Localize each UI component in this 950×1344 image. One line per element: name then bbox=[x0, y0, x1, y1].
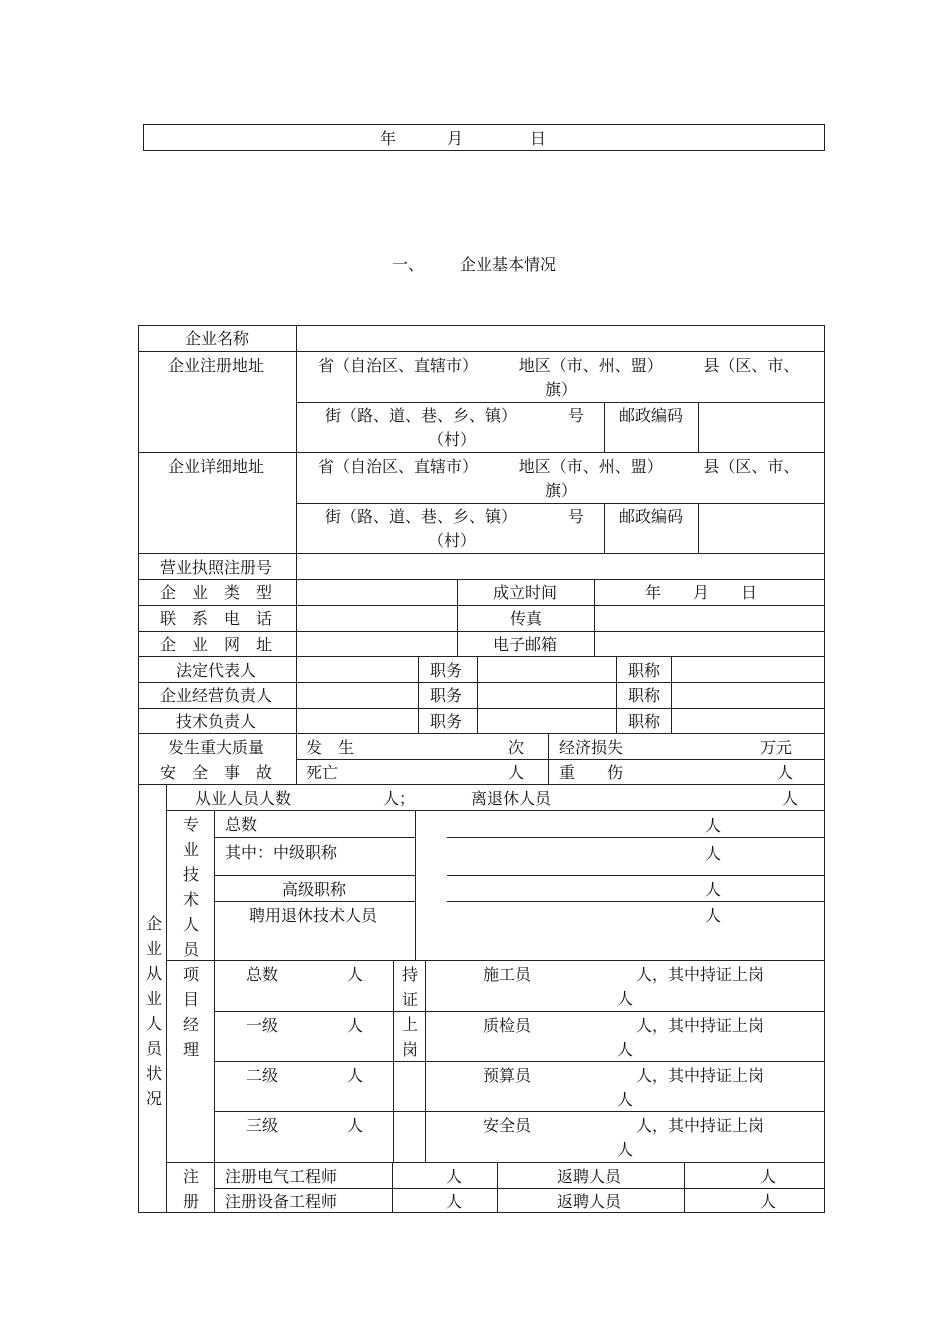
tech-lead-post: 职务 bbox=[430, 712, 463, 731]
cert-quality: 质检员 bbox=[483, 1016, 532, 1035]
pm-row-total: 总数 bbox=[246, 965, 279, 984]
pm-row-level3-ren: 人 bbox=[347, 1116, 364, 1135]
date-month: 月 bbox=[447, 129, 464, 148]
staff-side-label-7: 况 bbox=[146, 1089, 163, 1108]
pm-row-total-ren: 人 bbox=[347, 965, 364, 984]
phone-label: 联 系 电 话 bbox=[160, 609, 273, 628]
founded-label: 成立时间 bbox=[493, 583, 558, 602]
tech-total-label: 总数 bbox=[225, 815, 258, 834]
pm-row-level1: 一级 bbox=[246, 1016, 279, 1035]
legal-rep-title: 职称 bbox=[628, 661, 661, 680]
cert-label-0: 持 bbox=[402, 965, 419, 984]
company-type-label: 企 业 类 型 bbox=[160, 583, 273, 602]
reg-address-line2: 街（路、道、巷、乡、镇） 号 bbox=[325, 406, 584, 425]
pm-label-3: 理 bbox=[183, 1040, 200, 1059]
tech-total-ren: 人 bbox=[705, 816, 722, 835]
tech-label-4: 人 bbox=[183, 915, 200, 934]
accident-death: 死亡 bbox=[306, 763, 339, 782]
pm-label-0: 项 bbox=[183, 965, 200, 984]
accident-wan: 万元 bbox=[760, 738, 793, 757]
pm-row-level1-ren: 人 bbox=[347, 1016, 364, 1035]
reg-address-line1: 省（自治区、直辖市） 地区（市、州、盟） 县（区、市、 bbox=[318, 356, 800, 375]
reg-equipment-rehired-ren: 人 bbox=[760, 1192, 777, 1211]
accident-injury: 重 伤 bbox=[559, 763, 624, 782]
reg-equipment: 注册设备工程师 bbox=[225, 1192, 338, 1211]
detail-address-line1b: 旗） bbox=[545, 481, 578, 500]
accident-label-1: 发生重大质量 bbox=[168, 738, 265, 757]
staff-side-label-0: 企 bbox=[146, 914, 163, 933]
reg-address-line2b: （村） bbox=[428, 430, 477, 449]
manager-title: 职称 bbox=[628, 686, 661, 705]
tech-label-2: 技 bbox=[183, 865, 200, 884]
accident-death-ren: 人 bbox=[508, 763, 525, 782]
date-box bbox=[143, 124, 825, 151]
fax-label: 传真 bbox=[510, 609, 543, 628]
tech-senior-ren: 人 bbox=[705, 880, 722, 899]
tech-rehired-label: 聘用退休技术人员 bbox=[249, 906, 378, 925]
staff-side-label-4: 人 bbox=[146, 1014, 163, 1033]
cert-safety-suffix: 人，其中持证上岗 bbox=[636, 1116, 765, 1135]
reg-equipment-ren: 人 bbox=[446, 1192, 463, 1211]
tech-rehired-ren: 人 bbox=[705, 906, 722, 925]
staff-side-label-2: 从 bbox=[146, 964, 163, 983]
tech-lead-title: 职称 bbox=[628, 712, 661, 731]
pm-label-2: 经 bbox=[183, 1015, 200, 1034]
pm-row-level2: 二级 bbox=[246, 1066, 279, 1085]
manager-label: 企业经营负责人 bbox=[160, 686, 273, 705]
tech-label-1: 业 bbox=[183, 840, 200, 859]
retired-label: 离退休人员 bbox=[471, 789, 552, 808]
detail-address-line2b: （村） bbox=[428, 531, 477, 550]
tech-label-5: 员 bbox=[183, 940, 200, 959]
reg-address-line1b: 旗） bbox=[545, 380, 578, 399]
tech-senior-label: 高级职称 bbox=[282, 880, 347, 899]
tech-mid-ren: 人 bbox=[705, 844, 722, 863]
date-year: 年 bbox=[380, 129, 397, 148]
employees-label: 从业人员人数 bbox=[195, 789, 292, 808]
reg-label-0: 注 bbox=[183, 1167, 200, 1186]
license-label: 营业执照注册号 bbox=[160, 558, 273, 577]
website-label: 企 业 网 址 bbox=[160, 635, 273, 654]
cert-construction: 施工员 bbox=[483, 965, 532, 984]
detail-address-line1: 省（自治区、直辖市） 地区（市、州、盟） 县（区、市、 bbox=[318, 457, 800, 476]
cert-label-2: 上 bbox=[402, 1015, 419, 1034]
accident-label-2: 安 全 事 故 bbox=[160, 763, 273, 782]
section-title: 企业基本情况 bbox=[460, 255, 557, 274]
accident-injury-ren: 人 bbox=[777, 763, 794, 782]
staff-side-label-3: 业 bbox=[146, 989, 163, 1008]
reg-address-label: 企业注册地址 bbox=[168, 356, 265, 375]
founded-value: 年 月 日 bbox=[645, 583, 758, 602]
detail-address-label: 企业详细地址 bbox=[168, 457, 265, 476]
reg-electrical-ren: 人 bbox=[446, 1167, 463, 1186]
reg-postcode-label: 邮政编码 bbox=[619, 406, 684, 425]
retired-ren: 人 bbox=[782, 789, 799, 808]
cert-safety: 安全员 bbox=[483, 1116, 532, 1135]
section-number: 一、 bbox=[392, 255, 425, 274]
date-day: 日 bbox=[530, 129, 547, 148]
detail-address-line2: 街（路、道、巷、乡、镇） 号 bbox=[325, 507, 584, 526]
reg-electrical: 注册电气工程师 bbox=[225, 1167, 338, 1186]
cert-budget-ren: 人 bbox=[617, 1090, 634, 1109]
cert-label-1: 证 bbox=[402, 990, 419, 1009]
staff-side-label-5: 员 bbox=[146, 1039, 163, 1058]
cert-label-3: 岗 bbox=[402, 1040, 419, 1059]
staff-side-label-1: 业 bbox=[146, 939, 163, 958]
reg-label-1: 册 bbox=[183, 1192, 200, 1211]
pm-row-level3: 三级 bbox=[246, 1116, 279, 1135]
reg-equipment-rehired: 返聘人员 bbox=[557, 1192, 622, 1211]
tech-lead-label: 技术负责人 bbox=[176, 712, 257, 731]
reg-electrical-rehired: 返聘人员 bbox=[557, 1167, 622, 1186]
manager-post: 职务 bbox=[430, 686, 463, 705]
staff-side-label-6: 状 bbox=[146, 1064, 163, 1083]
cert-budget-suffix: 人，其中持证上岗 bbox=[636, 1066, 765, 1085]
legal-rep-post: 职务 bbox=[430, 661, 463, 680]
employees-ren: 人； bbox=[383, 789, 416, 808]
cert-construction-ren: 人 bbox=[617, 989, 634, 1008]
email-label: 电子邮箱 bbox=[493, 635, 558, 654]
legal-rep-label: 法定代表人 bbox=[176, 661, 257, 680]
accident-times: 次 bbox=[508, 738, 525, 757]
detail-postcode-label: 邮政编码 bbox=[619, 507, 684, 526]
tech-mid-label: 其中：中级职称 bbox=[225, 843, 338, 862]
pm-label-1: 目 bbox=[183, 990, 200, 1009]
cert-quality-ren: 人 bbox=[617, 1040, 634, 1059]
accident-occur: 发 生 bbox=[306, 738, 355, 757]
cert-safety-ren: 人 bbox=[617, 1140, 634, 1159]
pm-row-level2-ren: 人 bbox=[347, 1066, 364, 1085]
tech-label-3: 术 bbox=[183, 890, 200, 909]
tech-label-0: 专 bbox=[183, 815, 200, 834]
cert-quality-suffix: 人，其中持证上岗 bbox=[636, 1016, 765, 1035]
accident-loss: 经济损失 bbox=[559, 738, 624, 757]
company-name-label: 企业名称 bbox=[185, 329, 250, 348]
cert-budget: 预算员 bbox=[483, 1066, 532, 1085]
cert-construction-suffix: 人，其中持证上岗 bbox=[636, 965, 765, 984]
reg-electrical-rehired-ren: 人 bbox=[760, 1167, 777, 1186]
